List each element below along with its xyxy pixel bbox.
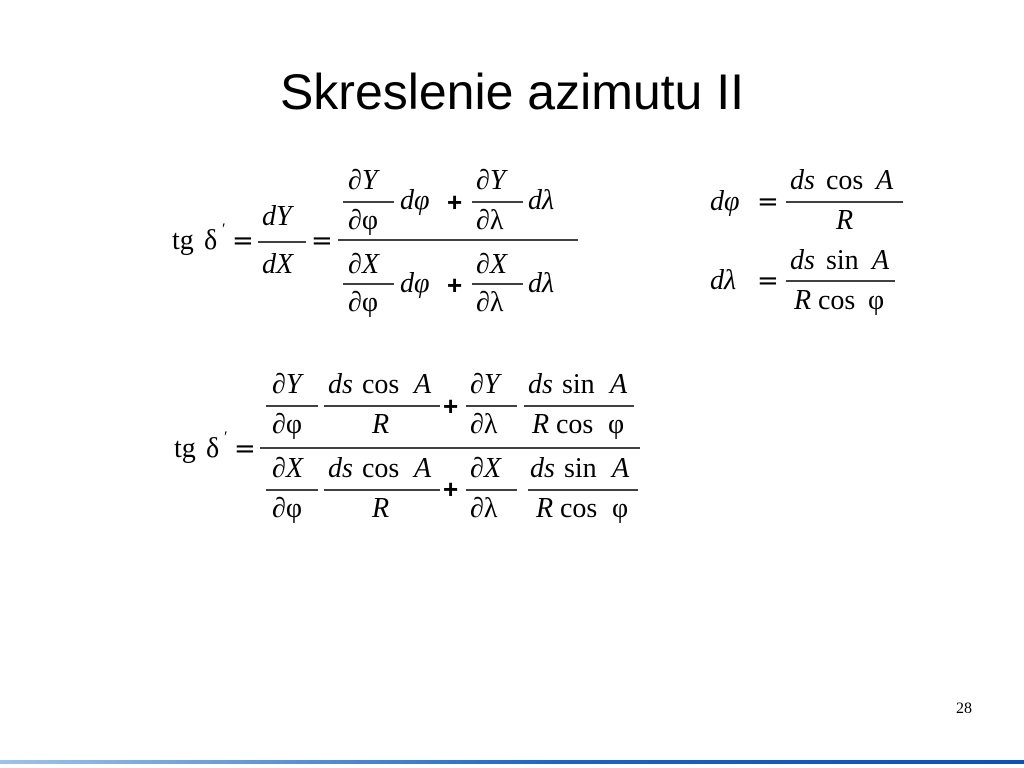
eq2-tg: tg	[174, 433, 196, 464]
dphi-equals: =	[757, 187, 779, 217]
eq2-den-plus: +	[443, 474, 459, 504]
dlam-num-sin: sin	[826, 245, 859, 276]
eq2-num-cos-1: cos	[362, 369, 400, 400]
dphi-num-ds: ds	[790, 165, 815, 196]
eq2-prime: ′	[224, 429, 228, 446]
eq2-den-A-1: A	[414, 453, 432, 484]
eq1-tg: tg	[172, 225, 194, 256]
eq1-den-dphi: dφ	[400, 268, 430, 299]
eq1-delta: δ	[204, 225, 218, 256]
eq1-num-dlam: dλ	[528, 185, 555, 216]
dlam-num-ds: ds	[790, 245, 815, 276]
eq2-num-ds-2: ds	[528, 369, 553, 400]
footer-accent-line	[0, 760, 1024, 764]
eq1-num-pY-1: ∂Y	[348, 165, 378, 196]
eq1-num-pY-2: ∂Y	[476, 165, 506, 196]
eq1-den-plus: +	[447, 270, 463, 300]
dphi-num-A: A	[876, 165, 894, 196]
dlam-num-A: A	[872, 245, 890, 276]
eq1-equals-a: =	[232, 226, 254, 256]
eq1-den-plam: ∂λ	[476, 287, 504, 318]
eq2-den-pX-2: ∂X	[470, 453, 501, 484]
eq2-delta: δ	[206, 433, 220, 464]
eq2-num-ds-1: ds	[328, 369, 353, 400]
eq2-num-phi-2: φ	[608, 409, 625, 440]
eq2-num-plus: +	[443, 391, 459, 421]
eq1-den-pX-2: ∂X	[476, 249, 507, 280]
slide-title: Skreslenie azimutu II	[279, 64, 745, 120]
eq1-equals-b: =	[311, 226, 333, 256]
dlam-den-cos: cos	[818, 285, 856, 316]
eq2-equals: =	[234, 434, 256, 464]
eq1-prime: ′	[222, 221, 226, 238]
eq2-num-pphi: ∂φ	[272, 409, 302, 440]
eq1-dX: dX	[262, 249, 294, 280]
eq1-num-plus: +	[447, 187, 463, 217]
eq1-num-pphi: ∂φ	[348, 205, 378, 236]
eq2-den-ds-1: ds	[328, 453, 353, 484]
page-number: 28	[956, 700, 972, 717]
eq2-den-cos-2: cos	[560, 493, 598, 524]
eq2-num-sin-2: sin	[562, 369, 595, 400]
eq2-den-A-2: A	[612, 453, 630, 484]
eq1-den-pphi: ∂φ	[348, 287, 378, 318]
dphi-den-R: R	[836, 205, 854, 236]
eq2-den-ds-2: ds	[530, 453, 555, 484]
eq2-den-sin-2: sin	[564, 453, 597, 484]
eq2-num-plam: ∂λ	[470, 409, 498, 440]
eq2-den-pX-1: ∂X	[272, 453, 303, 484]
dlam-equals: =	[757, 266, 779, 296]
eq2-num-A-1: A	[414, 369, 432, 400]
dlam-den-phi: φ	[868, 285, 885, 316]
dlam-den-R: R	[794, 285, 812, 316]
eq2-den-R-2: R	[536, 493, 554, 524]
eq2-num-pY-1: ∂Y	[272, 369, 302, 400]
eq1-num-plam: ∂λ	[476, 205, 504, 236]
eq2-den-phi-2: φ	[612, 493, 629, 524]
eq2-den-cos-1: cos	[362, 453, 400, 484]
eq2-den-R-1: R	[372, 493, 390, 524]
eq2-num-A-2: A	[610, 369, 628, 400]
eq1-dY: dY	[262, 201, 292, 232]
eq2-num-R-1: R	[372, 409, 390, 440]
eq2-num-R-2: R	[532, 409, 550, 440]
dlam-lhs: dλ	[710, 265, 737, 296]
dphi-num-cos: cos	[826, 165, 864, 196]
eq2-den-plam: ∂λ	[470, 493, 498, 524]
dphi-lhs: dφ	[710, 186, 740, 217]
eq1-num-dphi: dφ	[400, 185, 430, 216]
eq2-den-pphi: ∂φ	[272, 493, 302, 524]
eq1-den-dlam: dλ	[528, 268, 555, 299]
eq2-num-pY-2: ∂Y	[470, 369, 500, 400]
eq2-num-cos-2: cos	[556, 409, 594, 440]
eq1-den-pX-1: ∂X	[348, 249, 379, 280]
